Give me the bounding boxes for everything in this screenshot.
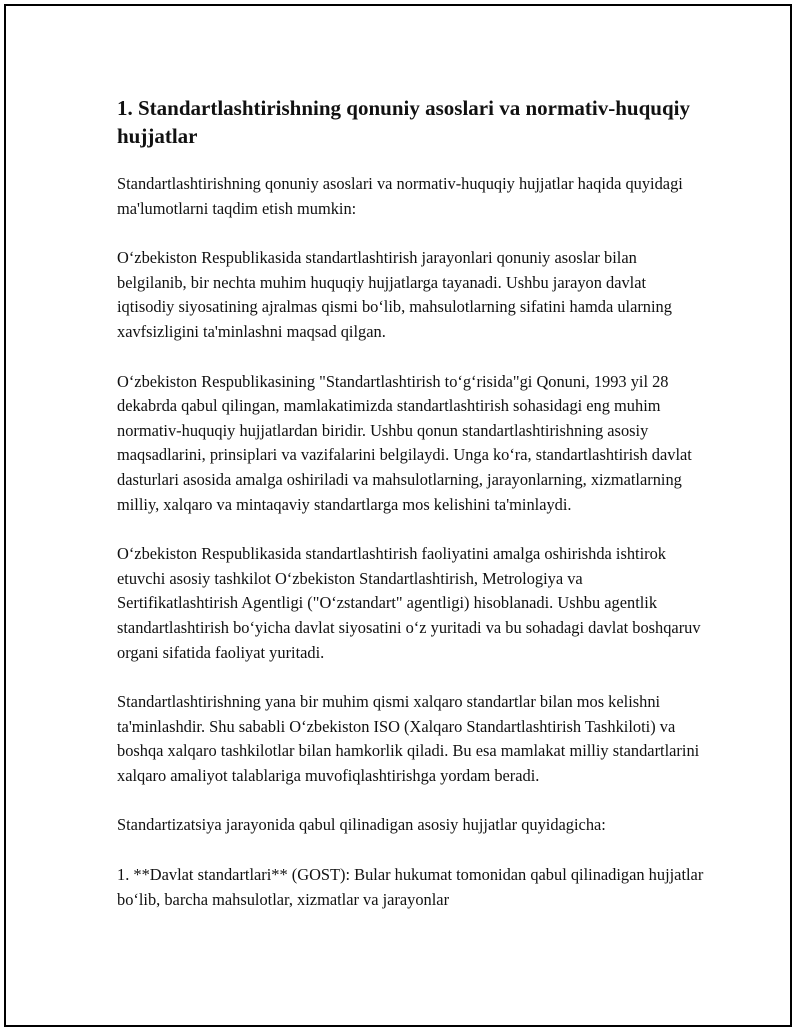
document-body xyxy=(117,94,707,937)
paragraph-international-standards: Standartlashtirishning yana bir muhim qismi xalqaro standartlar bilan mos kelishni ta'minlashdir. Shu sababli O‘zbekiston ISO (Xalqaro Standartlashtirish Tashkiloti) va boshqa xalqaro tashkilotlar bilan hamkorlik qiladi. Bu esa mamlakat milliy standartlarini xalqaro amaliyot talablariga muvofiqlashtirishga yordam beradi. xyxy=(117,692,700,785)
paragraph-legal-basis: O‘zbekiston Respublikasida standartlashtirish jarayonlari qonuniy asoslar bilan belgilanib, bir nechta muhim huquqiy hujjatlarga tayanadi. Ushbu jarayon davlat iqtisodiy siyosatining ajralmas qismi bo‘lib, mahsulotlarning sifatini hamda ularning xavfsizligini ta'minlashni maqsad qilgan. xyxy=(117,248,672,341)
paragraph-intro: Standartlashtirishning qonuniy asoslari va normativ-huquqiy hujjatlar haqida quyidagi ma'lumotlarni taqdim etish mumkin: xyxy=(117,174,683,218)
paragraph-uzstandart-agency: O‘zbekiston Respublikasida standartlashtirish faoliyatini amalga oshirishda ishtirok etuvchi asosiy tashkilot O‘zbekiston Standartlashtirish, Metrologiya va Sertifikatlashtirish Agentligi ("O‘zstandart" agentligi) hisoblanadi. Ushbu agentlik standartlashtirish bo‘yicha davlat siyosatini o‘z yuritadi va bu sohadagi davlat boshqaruv organi sifatida faoliyat yuritadi. xyxy=(117,544,701,662)
paragraph-documents-intro: Standartizatsiya jarayonida qabul qilinadigan asosiy hujjatlar quyidagicha: xyxy=(117,815,606,835)
paragraph-standardization-law: O‘zbekiston Respublikasining "Standartlashtirish to‘g‘risida"gi Qonuni, 1993 yil 28 dekabrda qabul qilingan, mamlakatimizda standartlashtirish sohasidagi eng muhim normativ-huquqiy hujjatlardan biridir. Ushbu qonun standartlashtirishning asosiy maqsadlarini, prinsiplari va vazifalarini belgilaydi. Unga ko‘ra, standartlashtirish davlat dasturlari asosida amalga oshiriladi va mahsulotlarning, jarayonlarning, xizmatlarning milliy, xalqaro va mintaqaviy standartlarga mos kelishini ta'minlaydi. xyxy=(117,371,692,514)
section-heading: 1. Standartlashtirishning qonuniy asoslari va normativ-huquqiy hujjatlar xyxy=(117,96,690,148)
paragraph-state-standards-item: 1. **Davlat standartlari** (GOST): Bular hukumat tomonidan qabul qilinadigan hujjatlar bo‘lib, barcha mahsulotlar, xizmatlar va jarayonlar xyxy=(117,865,704,909)
